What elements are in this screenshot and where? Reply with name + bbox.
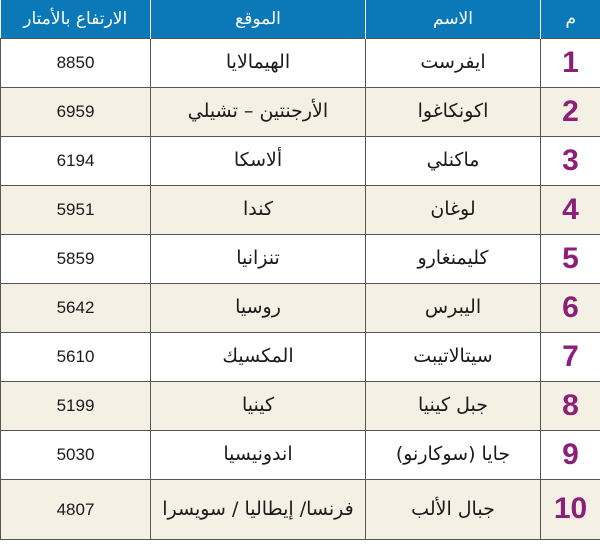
row-altitude: 5951 xyxy=(1,186,151,235)
table-row xyxy=(1,137,600,186)
row-location: فرنسا/ إيطاليا / سويسرا xyxy=(151,480,366,540)
table-row xyxy=(1,382,600,431)
row-location: الهيمالايا xyxy=(151,39,366,88)
table-row xyxy=(1,431,600,480)
row-location: ألاسكا xyxy=(151,137,366,186)
row-name: جايا (سوكارنو) xyxy=(366,431,541,480)
row-altitude: 5859 xyxy=(1,235,151,284)
row-number: 6 xyxy=(541,284,600,333)
table-row xyxy=(1,333,600,382)
row-number: 1 xyxy=(541,39,600,88)
row-number: 3 xyxy=(541,137,600,186)
row-name: سيتالاتيبت xyxy=(366,333,541,382)
row-number: 8 xyxy=(541,382,600,431)
table-row xyxy=(1,284,600,333)
row-altitude: 6194 xyxy=(1,137,151,186)
row-location: المكسيك xyxy=(151,333,366,382)
header-number: م xyxy=(541,0,600,39)
header-name: الاسم xyxy=(366,0,541,39)
row-name: لوغان xyxy=(366,186,541,235)
table-row xyxy=(1,39,600,88)
row-altitude: 8850 xyxy=(1,39,151,88)
table-row xyxy=(1,235,600,284)
row-altitude: 6959 xyxy=(1,88,151,137)
row-altitude: 5642 xyxy=(1,284,151,333)
row-location: تنزانيا xyxy=(151,235,366,284)
row-name: ماكنلي xyxy=(366,137,541,186)
row-name: اليبرس xyxy=(366,284,541,333)
row-name: جبال الألب xyxy=(366,480,541,540)
row-number: 2 xyxy=(541,88,600,137)
row-altitude: 5030 xyxy=(1,431,151,480)
table-row xyxy=(1,186,600,235)
row-number: 5 xyxy=(541,235,600,284)
row-location: كينيا xyxy=(151,382,366,431)
row-name: جبل كينيا xyxy=(366,382,541,431)
row-number: 9 xyxy=(541,431,600,480)
row-name: اكونكاغوا xyxy=(366,88,541,137)
table-header-row xyxy=(1,0,600,39)
row-altitude: 5610 xyxy=(1,333,151,382)
row-number: 10 xyxy=(541,480,600,540)
row-location: روسيا xyxy=(151,284,366,333)
row-location: اندونيسيا xyxy=(151,431,366,480)
row-name: ايفرست xyxy=(366,39,541,88)
row-location: الأرجنتين – تشيلي xyxy=(151,88,366,137)
table-row xyxy=(1,88,600,137)
header-location: الموقع xyxy=(151,0,366,39)
row-name: كليمنغارو xyxy=(366,235,541,284)
row-number: 4 xyxy=(541,186,600,235)
row-altitude: 4807 xyxy=(1,480,151,540)
table-row xyxy=(1,480,600,540)
row-altitude: 5199 xyxy=(1,382,151,431)
header-altitude: الارتفاع بالأمتار xyxy=(1,0,151,39)
row-location: كندا xyxy=(151,186,366,235)
row-number: 7 xyxy=(541,333,600,382)
